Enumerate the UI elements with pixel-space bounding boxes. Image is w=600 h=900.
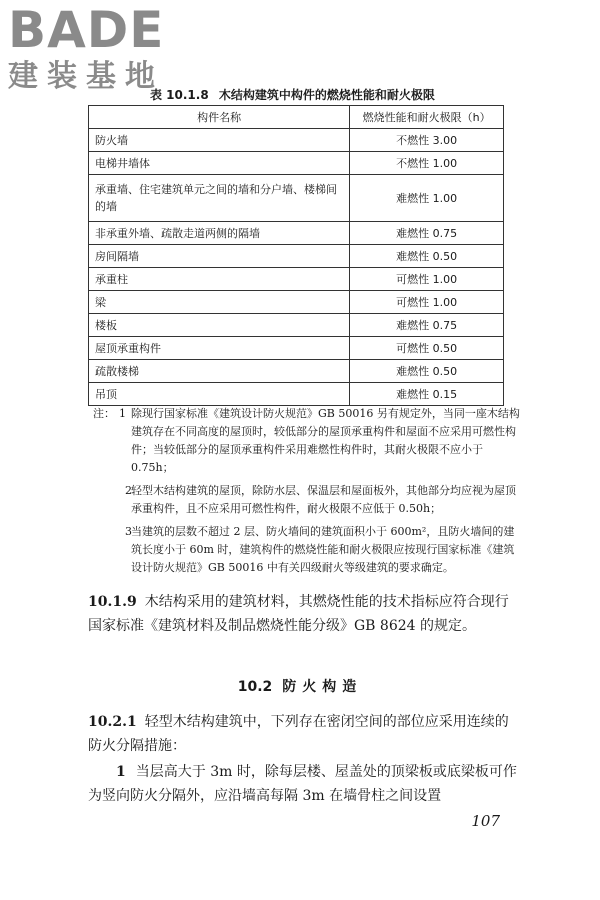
fire-resistance-table	[88, 105, 504, 406]
page-number: 107	[471, 812, 500, 830]
rating-value: 难燃性 0.75	[350, 314, 504, 337]
table-row	[89, 222, 504, 245]
component-name: 承重墙、住宅建筑单元之间的墙和分户墙、楼梯间的墙	[89, 175, 350, 222]
rating-value: 难燃性 0.50	[350, 360, 504, 383]
note-item	[93, 482, 525, 518]
component-name: 防火墙	[89, 129, 350, 152]
section-number: 10.2	[237, 679, 273, 695]
clause-number: 10.1.9	[88, 594, 137, 610]
logo-text-en: BADE	[8, 1, 165, 59]
table-row	[89, 291, 504, 314]
table-row	[89, 245, 504, 268]
note-number: 2	[125, 484, 132, 497]
table-caption-title: 木结构建筑中构件的燃烧性能和耐火极限	[218, 88, 435, 102]
component-name: 疏散楼梯	[89, 360, 350, 383]
clause-10-1-9	[88, 590, 520, 638]
clause-text: 木结构采用的建筑材料，其燃烧性能的技术指标应符合现行国家标准《建筑材料及制品燃烧性能分级》GB 8624 的规定。	[88, 594, 509, 634]
table-row	[89, 268, 504, 291]
table-caption	[150, 86, 435, 103]
component-name: 承重柱	[89, 268, 350, 291]
table-caption-number: 表 10.1.8	[150, 88, 209, 102]
component-name: 屋顶承重构件	[89, 337, 350, 360]
table-row	[89, 314, 504, 337]
clause-text: 轻型木结构建筑中，下列存在密闭空间的部位应采用连续的防火分隔措施：	[88, 714, 509, 754]
rating-value: 可燃性 1.00	[350, 268, 504, 291]
rating-value: 难燃性 1.00	[350, 175, 504, 222]
table-header-row	[89, 106, 504, 129]
clause-number: 10.2.1	[88, 714, 137, 730]
note-text: 除现行国家标准《建筑设计防火规范》GB 50016 另有规定外，当同一座木结构建筑存在不同高度的屋顶时，较低部分的屋顶承重构件和屋面不应采用可燃性构件；当较低部分的屋顶承重构件采用难燃性构件时，其耐火极限不应小于 0.75h；	[131, 407, 520, 474]
rating-value: 不燃性 1.00	[350, 152, 504, 175]
item-number: 1	[116, 764, 126, 780]
column-header-component: 构件名称	[89, 106, 350, 129]
section-title: 防火构造	[282, 679, 363, 695]
component-name: 梁	[89, 291, 350, 314]
component-name: 电梯井墙体	[89, 152, 350, 175]
note-number: 3	[125, 525, 132, 538]
item-text: 当层高大于 3m 时，除每层楼、屋盖处的顶梁板或底梁板可作为竖向防火分隔外，应沿墙高每隔 3m 在墙骨柱之间设置	[88, 764, 517, 804]
section-heading	[0, 676, 600, 696]
notes-label: 注：	[93, 407, 115, 420]
rating-value: 难燃性 0.15	[350, 383, 504, 406]
rating-value: 可燃性 0.50	[350, 337, 504, 360]
rating-value: 可燃性 1.00	[350, 291, 504, 314]
table-notes	[93, 405, 525, 582]
table-row	[89, 383, 504, 406]
column-header-rating: 燃烧性能和耐火极限（h）	[350, 106, 504, 129]
table-row	[89, 175, 504, 222]
table-row	[89, 152, 504, 175]
clause-item-1	[88, 760, 520, 808]
note-item	[93, 405, 525, 477]
note-number: 1	[119, 407, 126, 420]
component-name: 楼板	[89, 314, 350, 337]
note-text: 轻型木结构建筑的屋顶，除防水层、保温层和屋面板外，其他部分均应视为屋顶承重构件，且不应采用可燃性构件，耐火极限不应低于 0.50h；	[131, 484, 516, 515]
clause-10-2-1	[88, 710, 520, 758]
bade-logo	[8, 1, 183, 94]
component-name: 非承重外墙、疏散走道两侧的隔墙	[89, 222, 350, 245]
component-name: 房间隔墙	[89, 245, 350, 268]
table-row	[89, 337, 504, 360]
note-text: 当建筑的层数不超过 2 层、防火墙间的建筑面积小于 600m²，且防火墙间的建筑长度小于 60m 时，建筑构件的燃烧性能和耐火极限应按现行国家标准《建筑设计防火规范》GB 50016 中有关四级耐火等级建筑的要求确定。	[131, 525, 515, 574]
table-row	[89, 129, 504, 152]
table-row	[89, 360, 504, 383]
note-item	[93, 523, 525, 577]
rating-value: 难燃性 0.50	[350, 245, 504, 268]
logo-text-zh: 建装基地	[8, 59, 164, 94]
component-name: 吊顶	[89, 383, 350, 406]
rating-value: 难燃性 0.75	[350, 222, 504, 245]
rating-value: 不燃性 3.00	[350, 129, 504, 152]
